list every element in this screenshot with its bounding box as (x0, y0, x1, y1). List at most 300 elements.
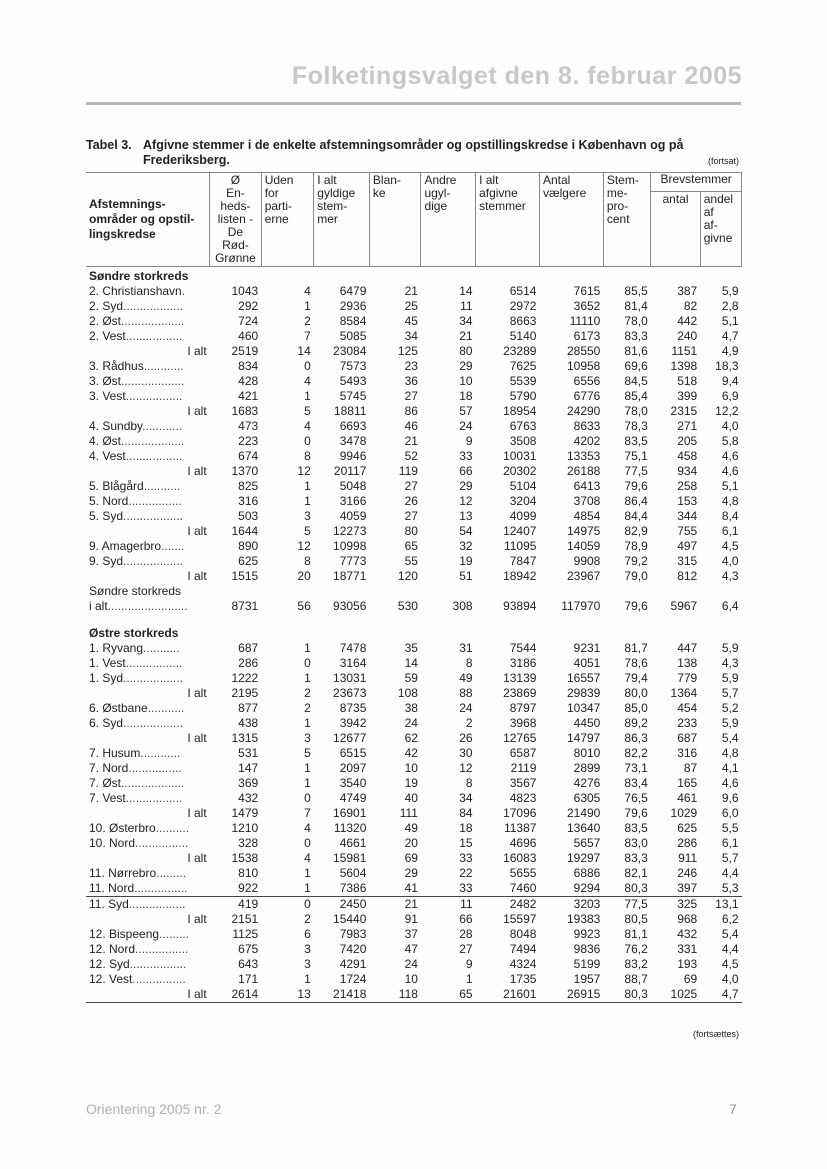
label-row (86, 584, 742, 599)
cell: 34 (404, 329, 418, 343)
cell: 5,9 (721, 641, 739, 655)
row-name-text: 11. Syd (89, 897, 129, 911)
cell: 325 (677, 897, 698, 911)
cell: 1025 (651, 987, 700, 1003)
cell: 79,6 (624, 479, 648, 493)
table-row (86, 866, 742, 881)
cell: 2519 (231, 344, 259, 358)
row-name (86, 554, 210, 569)
cell: 7983 (339, 927, 367, 941)
row-name (86, 434, 210, 449)
leader-dots: .................. (123, 716, 184, 730)
cell: 13139 (503, 671, 537, 685)
cell: 6515 (339, 746, 367, 760)
cell: 76,5 (624, 791, 648, 805)
cell: 7 (304, 806, 311, 820)
cell: 316 (238, 494, 259, 508)
cell: 531 (238, 746, 259, 760)
cell: 40 (404, 791, 418, 805)
page-number: 7 (729, 1101, 737, 1117)
cell: 6 (304, 927, 311, 941)
cell: 18954 (503, 404, 537, 418)
row-name (86, 314, 210, 329)
cell: 344 (677, 509, 698, 523)
cell: 11 (460, 299, 473, 313)
cell: 315 (677, 554, 698, 568)
table-row (86, 494, 742, 509)
total-row (86, 344, 742, 359)
cell: 258 (677, 479, 698, 493)
cell: 6,9 (721, 389, 739, 403)
cell: 117970 (561, 599, 601, 613)
col-header-uden: Uden for parti- erne (261, 173, 314, 267)
row-name (86, 494, 210, 509)
section-heading (86, 267, 742, 285)
cell: 83,2 (624, 957, 648, 971)
cell: 84,5 (624, 374, 648, 388)
row-name (86, 731, 210, 746)
cell: 1315 (231, 731, 259, 745)
cell: 1515 (231, 569, 259, 583)
cell: 4291 (339, 957, 367, 971)
cell: 20302 (503, 464, 537, 478)
cell: 1538 (231, 851, 259, 865)
cell: 18,3 (715, 359, 739, 373)
cell: 9836 (573, 942, 601, 956)
cell: 369 (238, 776, 259, 790)
leader-dots: ................. (125, 449, 183, 463)
table-row (86, 701, 742, 716)
row-name-text: 3. Øst (89, 374, 122, 388)
cell: 7615 (573, 284, 601, 298)
cell: 80 (459, 344, 473, 358)
cell: 26188 (566, 464, 601, 478)
cell: 84,4 (624, 509, 648, 523)
cell: 59 (404, 671, 418, 685)
cell: 4450 (573, 716, 601, 730)
cell: 125 (397, 344, 418, 358)
cell: 825 (238, 479, 259, 493)
cell: 3968 (509, 716, 537, 730)
cell: 10998 (333, 539, 367, 553)
leader-dots: ............ (142, 419, 183, 433)
cell: 6693 (339, 419, 367, 433)
cell: 2119 (510, 761, 537, 775)
row-name-text: 1. Vest (89, 656, 126, 670)
leader-dots: ......... (156, 866, 187, 880)
cell: 86 (404, 404, 418, 418)
cell: 4,5 (721, 957, 739, 971)
cell: 20117 (333, 464, 367, 478)
row-name-text: 4. Øst (89, 434, 122, 448)
cell: 12 (297, 464, 311, 478)
cell: 1724 (339, 972, 367, 986)
table-row (86, 359, 742, 374)
cell: 7773 (339, 554, 367, 568)
section-title: Søndre storkreds (89, 269, 189, 283)
cell: 24 (459, 419, 473, 433)
cell: 34 (459, 791, 473, 805)
cell: 4324 (509, 957, 537, 971)
cell: 6305 (573, 791, 601, 805)
caption-label: Tabel 3. (86, 138, 132, 152)
cell: 6886 (573, 866, 601, 880)
cell: 27 (404, 479, 418, 493)
row-name-text: I alt (187, 524, 207, 538)
cell: 5,7 (721, 686, 739, 700)
cell: 8 (465, 776, 473, 790)
leader-dots: ................... (121, 314, 185, 328)
cell: 328 (238, 836, 259, 850)
cell: 26 (459, 731, 473, 745)
cell: 14059 (566, 539, 601, 553)
row-name-text: 5. Syd (89, 509, 124, 523)
cell: 2972 (509, 299, 537, 313)
cell: 93056 (333, 599, 367, 613)
cell: 78,0 (624, 314, 648, 328)
row-name (86, 897, 210, 913)
cell: 5,4 (721, 927, 739, 941)
cell: 4276 (573, 776, 601, 790)
cell: 13 (459, 509, 473, 523)
cell: 442 (677, 314, 698, 328)
cell: 3 (304, 957, 311, 971)
cell: 5199 (573, 957, 601, 971)
cell: 21 (404, 434, 418, 448)
row-name-text: 2. Øst (89, 314, 122, 328)
row-name (86, 716, 210, 731)
cell: 12765 (503, 731, 537, 745)
leader-dots: ................... (121, 374, 185, 388)
row-name-text: 6. Syd (89, 716, 124, 730)
cell: 33 (421, 881, 476, 897)
cell: 26 (404, 494, 418, 508)
cell: 14 (297, 344, 311, 358)
row-name (86, 284, 210, 299)
col-header-blanke: Blan- ke (369, 173, 421, 267)
row-name-text: 4. Vest (89, 449, 126, 463)
cell: 1151 (671, 344, 698, 358)
results-table (86, 172, 742, 1003)
cell: 9,4 (721, 374, 739, 388)
cell: 4,0 (721, 419, 739, 433)
cell: 530 (397, 599, 418, 613)
cell: 19297 (566, 851, 601, 865)
cell: 21 (404, 897, 418, 911)
cell: 193 (677, 957, 698, 971)
cell: 6587 (509, 746, 537, 760)
table-row (86, 539, 742, 554)
row-name-text: I alt (187, 912, 207, 926)
leader-dots: ............ (140, 746, 181, 760)
cell: 11320 (333, 821, 367, 835)
cell: 34 (459, 314, 473, 328)
row-name-text: 2. Syd (89, 299, 124, 313)
row-name-text: 12. Syd (89, 957, 130, 971)
cell: 79,4 (624, 671, 648, 685)
row-name-text: 12. Bispeeng (89, 927, 160, 941)
cell: 934 (677, 464, 698, 478)
cell: 1 (304, 776, 311, 790)
cell: 0 (304, 897, 311, 911)
cell: 4 (304, 821, 311, 835)
cell: 12677 (333, 731, 367, 745)
cell: 73,1 (624, 761, 648, 775)
cell: 35 (404, 641, 418, 655)
table-row (86, 791, 742, 806)
table-row (86, 761, 742, 776)
total-row (86, 524, 742, 539)
cell: 5790 (509, 389, 537, 403)
cell: 12 (459, 494, 473, 508)
table-row (86, 671, 742, 686)
cell: 23 (404, 359, 418, 373)
cell: 37 (404, 927, 418, 941)
cell: 1644 (231, 524, 259, 538)
cell: 1 (304, 641, 311, 655)
cell: 4,4 (721, 866, 739, 880)
cell: 6479 (339, 284, 367, 298)
table-row (86, 957, 742, 972)
row-name (86, 881, 210, 897)
row-name-text: I alt (187, 686, 207, 700)
table-row (86, 972, 742, 987)
leader-dots: .................. (123, 509, 184, 523)
cell: 7573 (339, 359, 367, 373)
cell: 1 (261, 881, 314, 897)
cell: 12407 (503, 524, 537, 538)
row-name-text: 3. Vest (89, 389, 126, 403)
cell: 24 (404, 716, 418, 730)
cell: 4,8 (721, 746, 739, 760)
cell: 21 (404, 284, 418, 298)
leader-dots: ................. (125, 656, 183, 670)
row-name-text: 11. Nord (89, 881, 135, 895)
cell: 5539 (509, 374, 537, 388)
cell: 8735 (339, 701, 367, 715)
cell: 82 (683, 299, 698, 313)
cell: 42 (404, 746, 418, 760)
row-name-text: 1. Syd (89, 671, 124, 685)
cell: 3 (304, 942, 311, 956)
cell: 14797 (566, 731, 601, 745)
cell: 79,2 (624, 554, 648, 568)
cell: 84 (459, 806, 473, 820)
header-rule (86, 102, 741, 105)
cell: 25 (404, 299, 418, 313)
cell: 52 (404, 449, 418, 463)
row-name-text: 5. Blågård (89, 479, 144, 493)
cell: 3708 (573, 494, 601, 508)
cell: 4,3 (721, 569, 739, 583)
row-name-text: 9. Syd (89, 554, 124, 568)
cell: 428 (238, 374, 259, 388)
cell: 57 (459, 404, 473, 418)
cell: 2 (304, 686, 311, 700)
cell: 4,7 (721, 329, 739, 343)
total-row (86, 404, 742, 419)
cell: 23967 (566, 569, 601, 583)
cell: 3567 (509, 776, 537, 790)
cell: 0 (304, 656, 311, 670)
table-row (86, 434, 742, 449)
cell: 80,3 (603, 987, 650, 1003)
cell: 5,5 (721, 821, 739, 835)
row-name (86, 987, 210, 1003)
cell: 3 (304, 731, 311, 745)
leader-dots: ........... (143, 641, 180, 655)
cell: 76,2 (624, 942, 648, 956)
cell: 11095 (503, 539, 537, 553)
row-name (86, 746, 210, 761)
row-name (86, 479, 210, 494)
cell: 6,2 (721, 912, 739, 926)
cell: 78,3 (624, 419, 648, 433)
row-name (86, 656, 210, 671)
cell: 6,4 (721, 599, 739, 613)
cell: 78,9 (624, 539, 648, 553)
cell: 82,2 (624, 746, 648, 760)
row-name (86, 419, 210, 434)
cell: 755 (677, 524, 698, 538)
row-name-text: 2. Vest (89, 329, 126, 343)
col-header-area: Afstemnings- områder og opstil- lingskredse (86, 173, 210, 267)
cell: 15440 (333, 912, 367, 926)
cell: 19 (459, 554, 473, 568)
cell: 8010 (573, 746, 601, 760)
cell: 83,3 (624, 329, 648, 343)
cell: 78,6 (624, 656, 648, 670)
cell: 12 (459, 761, 473, 775)
cell: 82,1 (624, 866, 648, 880)
cell: 461 (677, 791, 698, 805)
cell: 81,1 (624, 927, 648, 941)
cell: 24290 (566, 404, 601, 418)
cell: 1 (304, 389, 311, 403)
cell: 9,6 (721, 791, 739, 805)
table-row (86, 299, 742, 314)
cell: 82,9 (624, 524, 648, 538)
cell: 77,5 (624, 464, 648, 478)
cell: 27 (404, 509, 418, 523)
cell: 49 (459, 671, 473, 685)
table-row (86, 897, 742, 913)
cell: 812 (677, 569, 698, 583)
row-name (86, 464, 210, 479)
footer-publication: Orientering 2005 nr. 2 (86, 1101, 222, 1117)
cell: 9294 (539, 881, 603, 897)
cell: 2151 (231, 912, 259, 926)
leader-dots: ................. (125, 389, 183, 403)
leader-dots: ................. (125, 329, 183, 343)
cell: 421 (238, 389, 259, 403)
row-name-text: I alt (187, 404, 207, 418)
cell: 86,4 (624, 494, 648, 508)
cell: 810 (238, 866, 259, 880)
cell: 4,8 (721, 494, 739, 508)
cell: 83,3 (624, 851, 648, 865)
cell: 83,4 (624, 776, 648, 790)
row-name-text: 7. Nord (89, 761, 129, 775)
cell: 4749 (339, 791, 367, 805)
cell: 308 (452, 599, 473, 613)
cell: 5 (304, 404, 311, 418)
cell: 458 (677, 449, 698, 463)
cell: 66 (459, 912, 473, 926)
cell: 29 (459, 359, 473, 373)
cell: 3652 (573, 299, 601, 313)
cell: 4,1 (721, 761, 739, 775)
cell: 88,7 (624, 972, 648, 986)
cell: 12,2 (715, 404, 739, 418)
leader-dots: .................. (123, 671, 184, 685)
table-row (86, 942, 742, 957)
col-header-afgivne: I alt afgivne stemmer (476, 173, 540, 267)
cell: 79,6 (624, 599, 648, 613)
cell: 30 (459, 746, 473, 760)
caption-line2: Frederiksberg. (143, 153, 230, 167)
row-name-text: i alt (89, 599, 108, 613)
total-row (86, 464, 742, 479)
table-row (86, 554, 742, 569)
col-header-brev-andel: andel af af- givne (700, 192, 741, 267)
cell: 286 (677, 836, 698, 850)
cell: 11387 (503, 821, 537, 835)
cell: 85,5 (624, 284, 648, 298)
cell: 80,0 (624, 686, 648, 700)
cell: 1479 (231, 806, 259, 820)
cell: 834 (238, 359, 259, 373)
row-name (86, 299, 210, 314)
cell: 33 (459, 449, 473, 463)
leader-dots: ............ (143, 359, 184, 373)
cell: 20 (297, 569, 311, 583)
cell: 2,8 (721, 299, 739, 313)
leader-dots: ................ (135, 836, 189, 850)
cell: 419 (238, 897, 259, 911)
cell: 724 (238, 314, 259, 328)
cell: 20 (404, 836, 418, 850)
cell: 7420 (339, 942, 367, 956)
cell: 5085 (339, 329, 367, 343)
cell: 47 (404, 942, 418, 956)
cell: 171 (238, 972, 259, 986)
cell: 46 (404, 419, 418, 433)
cell: 28 (459, 927, 473, 941)
cell: 13353 (566, 449, 601, 463)
cell: 1 (304, 761, 311, 775)
cell: 7544 (509, 641, 537, 655)
cell: 387 (677, 284, 698, 298)
row-name-text: I alt (187, 731, 207, 745)
cell: 3164 (339, 656, 367, 670)
leader-dots: .................. (123, 299, 184, 313)
cell: 15597 (503, 912, 537, 926)
cell: 83,5 (624, 821, 648, 835)
cell: 10347 (566, 701, 601, 715)
leader-dots: ........................ (107, 599, 188, 613)
cell: 7386 (314, 881, 370, 897)
cell: 14 (404, 656, 418, 670)
cell: 625 (677, 821, 698, 835)
cell: 75,1 (624, 449, 648, 463)
cell: 331 (677, 942, 698, 956)
cell: 8,4 (721, 509, 739, 523)
cell: 4,5 (721, 539, 739, 553)
leader-dots: ........... (147, 701, 185, 715)
cell: 2 (304, 314, 311, 328)
cell: 10 (404, 972, 418, 986)
